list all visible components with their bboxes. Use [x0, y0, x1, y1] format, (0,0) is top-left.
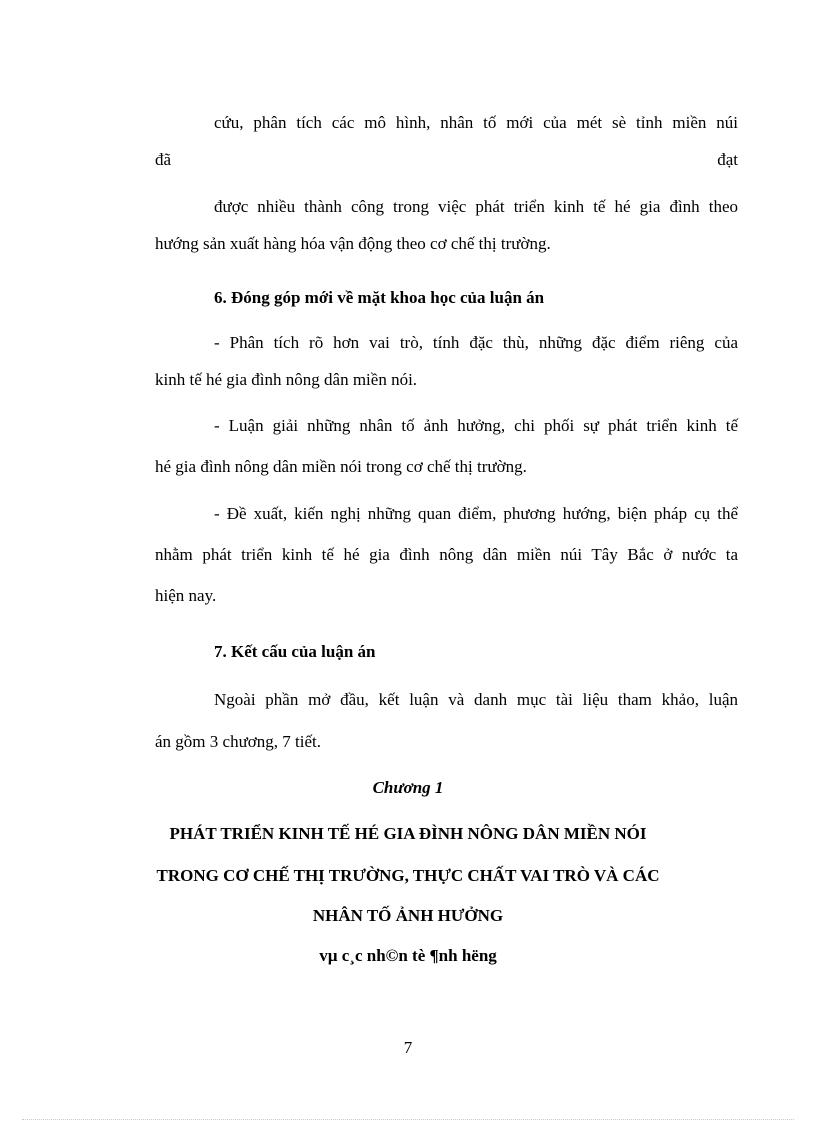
- p1-line-2-right: đạt: [717, 150, 738, 169]
- section-6-item-1-line-2: kinh tế hé gia đình nông dân miền nói.: [155, 370, 418, 389]
- section-6-item-3-line-1: - Đề xuất, kiến nghị những quan điểm, phương hướng, biện pháp cụ thể: [214, 504, 738, 523]
- p1-line-2-left: đã: [155, 150, 172, 169]
- page-number: 7: [403, 1038, 413, 1057]
- chapter-title-line-2: TRONG CƠ CHẾ THỊ TRƯỜNG, THỰC CHẤT VAI TRÒ VÀ CÁC: [156, 866, 660, 885]
- p1-line-4: hướng sản xuất hàng hóa vận động theo cơ chế thị trường.: [155, 234, 551, 253]
- section-6-item-2-line-1: - Luận giải những nhân tố ảnh hưởng, chi phối sự phát triển kinh tế: [214, 416, 738, 435]
- chapter-title-line-1: PHÁT TRIỂN KINH TẾ HÉ GIA ĐÌNH NÔNG DÂN MIỀN NÓI: [169, 824, 647, 843]
- chapter-garbled-line: vµ c¸c nh©n tè ¶nh hëng: [319, 946, 497, 965]
- chapter-title-line-3: NHÂN TỐ ẢNH HƯỞNG: [312, 906, 504, 925]
- page-bottom-divider: [22, 1119, 794, 1120]
- chapter-label: Chương 1: [372, 778, 444, 797]
- section-6-item-3-line-2: nhằm phát triển kinh tế hé gia đình nông dân miền núi Tây Bắc ở nước ta: [155, 545, 738, 564]
- section-6-item-2-line-2: hé gia đình nông dân miền nói trong cơ chế thị trường.: [155, 457, 527, 476]
- section-7-line-1: Ngoài phần mở đầu, kết luận và danh mục tài liệu tham khảo, luận: [214, 690, 738, 709]
- section-6-item-1-line-1: - Phân tích rõ hơn vai trò, tính đặc thù, những đặc điểm riêng của: [214, 333, 738, 352]
- p1-line-1: cứu, phân tích các mô hình, nhân tố mới của mét sè tỉnh miền núi: [214, 113, 738, 132]
- section-6-heading: 6. Đóng góp mới về mặt khoa học của luận án: [214, 288, 545, 307]
- section-7-line-2: án gồm 3 chương, 7 tiết.: [155, 732, 321, 751]
- p1-line-3: được nhiều thành công trong việc phát triển kinh tế hé gia đình theo: [214, 197, 738, 216]
- section-6-item-3-line-3: hiện nay.: [155, 586, 217, 605]
- section-7-heading: 7. Kết cấu của luận án: [214, 642, 376, 661]
